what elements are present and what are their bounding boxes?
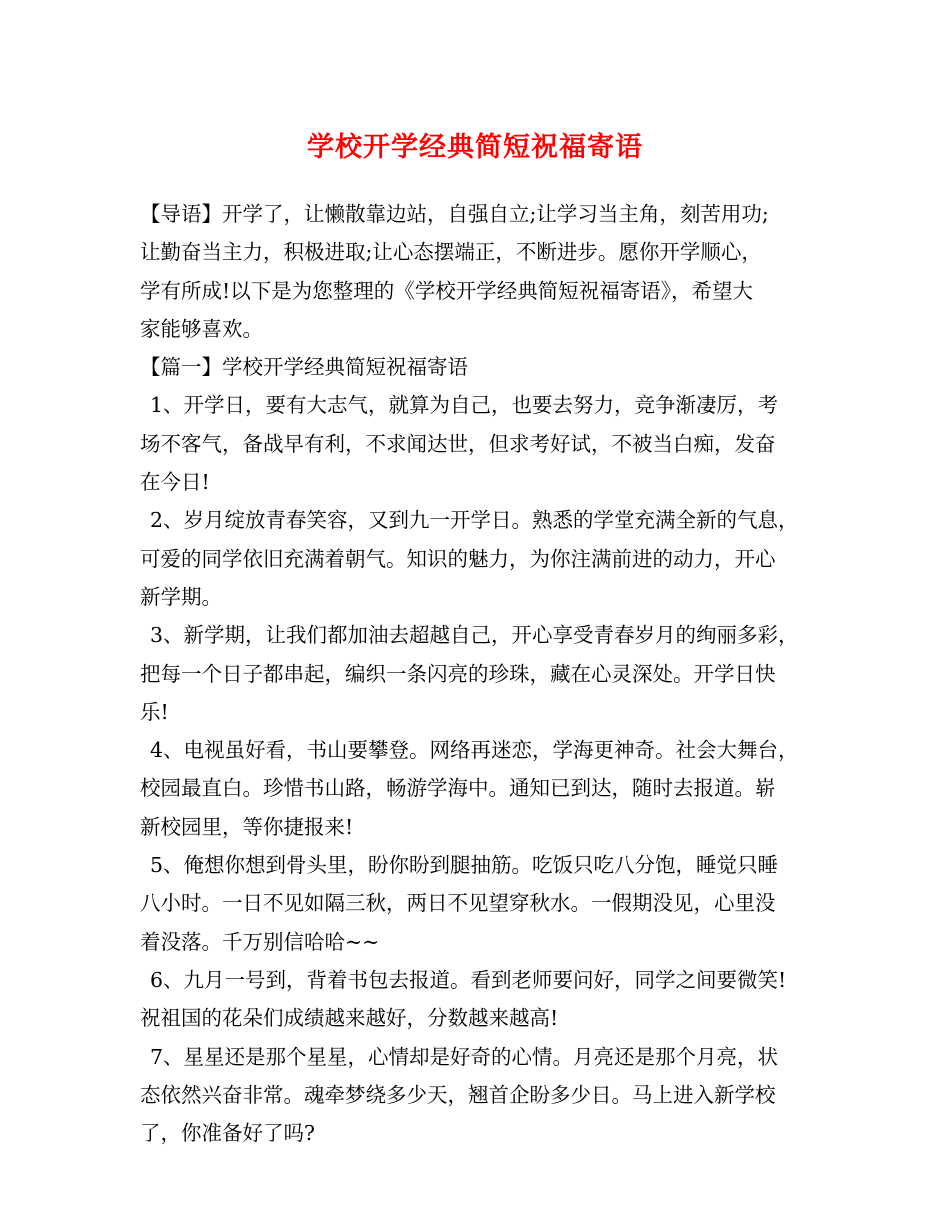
item-line: 新学期。	[140, 584, 222, 609]
blessing-item-3	[140, 616, 830, 731]
intro-line: 家能够喜欢。	[140, 316, 263, 341]
item-line: 在今日!	[140, 470, 210, 495]
item-line: 八小时。一日不见如隔三秋，两日不见望穿秋水。一假期没见，心里没	[140, 891, 776, 916]
item-line: 新校园里，等你捷报来!	[140, 814, 354, 839]
item-line: 着没落。千万别信哈哈~~	[140, 929, 380, 954]
item-line: 了，你准备好了吗?	[140, 1121, 315, 1146]
item-line: 乐!	[140, 699, 169, 724]
intro-paragraph	[140, 195, 830, 348]
item-line: 可爱的同学依旧充满着朝气。知识的魅力，为你注满前进的动力，开心	[140, 546, 776, 571]
item-line: 6、九月一号到，背着书包去报道。看到老师要问好，同学之间要微笑!	[150, 967, 787, 992]
section-heading: 【篇一】学校开学经典简短祝福寄语	[140, 355, 468, 380]
item-line: 5、俺想你想到骨头里，盼你盼到腿抽筋。吃饭只吃八分饱，睡觉只睡	[150, 853, 779, 878]
item-line: 态依然兴奋非常。魂牵梦绕多少天，翘首企盼多少日。马上进入新学校	[140, 1082, 776, 1107]
blessing-item-1	[140, 386, 830, 501]
item-line: 把每一个日子都串起，编织一条闪亮的珍珠，藏在心灵深处。开学日快	[140, 661, 776, 686]
item-line: 校园最直白。珍惜书山路，畅游学海中。通知已到达，随时去报道。崭	[140, 776, 776, 801]
intro-line: 让勤奋当主力，积极进取;让心态摆端正，不断进步。愿你开学顺心，	[140, 240, 762, 265]
blessing-item-6	[140, 961, 830, 1038]
blessing-item-4	[140, 731, 830, 846]
item-line: 7、星星还是那个星星，心情却是好奇的心情。月亮还是那个月亮，状	[150, 1044, 779, 1069]
intro-line: 【导语】开学了，让懒散靠边站，自强自立;让学习当主角，刻苦用功;	[140, 202, 769, 226]
item-line: 场不客气，备战早有利，不求闻达世，但求考好试，不被当白痴，发奋	[140, 431, 776, 456]
blessing-item-5	[140, 846, 830, 961]
document-body	[140, 195, 830, 1152]
item-line: 1、开学日，要有大志气，就算为自己，也要去努力，竞争渐凄厉，考	[150, 393, 779, 418]
item-line: 3、新学期，让我们都加油去超越自己，开心享受青春岁月的绚丽多彩，	[150, 623, 799, 648]
blessing-item-7	[140, 1038, 830, 1153]
item-line: 4、电视虽好看，书山要攀登。网络再迷恋，学海更神奇。社会大舞台，	[150, 738, 799, 763]
blessing-item-2	[140, 501, 830, 616]
item-line: 2、岁月绽放青春笑容，又到九一开学日。熟悉的学堂充满全新的气息，	[150, 508, 799, 533]
intro-line: 学有所成!以下是为您整理的《学校开学经典简短祝福寄语》，希望大	[140, 278, 753, 303]
document-title: 学校开学经典简短祝福寄语	[307, 132, 643, 163]
item-line: 祝祖国的花朵们成绩越来越好，分数越来越高!	[140, 1006, 559, 1031]
